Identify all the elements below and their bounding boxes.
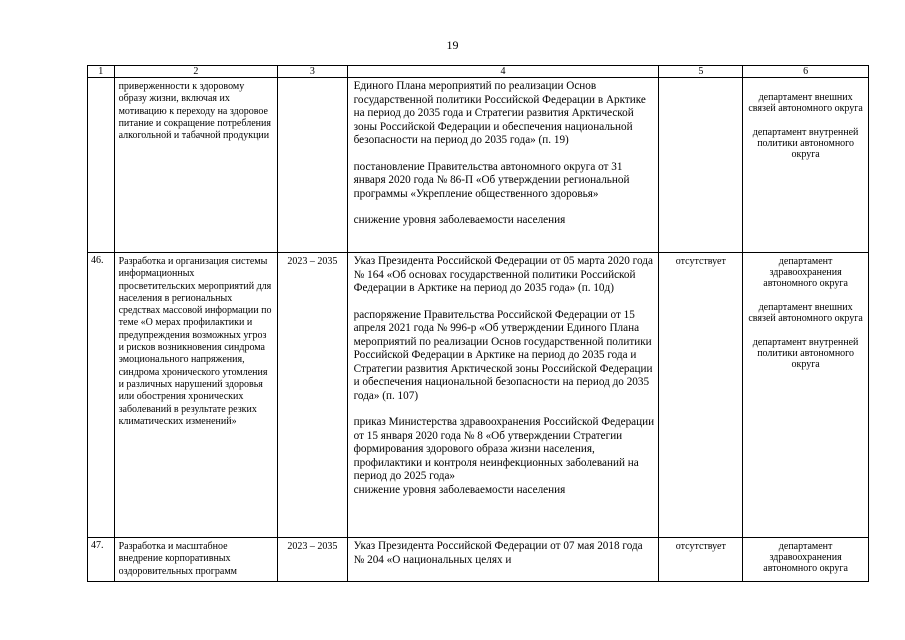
- basis-cell: [347, 538, 659, 582]
- basis-paragraph: распоряжение Правительства Российской Федерации от 15 апреля 2021 года № 996-р «Об утверждении Единого Плана мероприятий по реализации Основ государственной политики Российской Федерации в Арктике на период до 2035 года и Стратегии развития Арктической зоны Российской Федерации и обеспечения национальной безопасности на период до 2035 года» (п. 107): [353, 308, 653, 402]
- period-cell: 2023 – 2035: [278, 253, 348, 538]
- executor-item: департамент здравоохранения автономного округа: [763, 256, 848, 289]
- executor-item: департамент здравоохранения автономного округа: [763, 541, 848, 574]
- page-number: 19: [446, 38, 459, 52]
- basis-paragraph: приказ Министерства здравоохранения Российской Федерации от 15 января 2020 года № 8 «Об утверждении Стратегии формирования здорового образа жизни населения, профилактики и контроля неинфекционных заболеваний на период до 2025 года»: [353, 416, 655, 482]
- executors-cell: [743, 78, 869, 253]
- basis-paragraph: Единого Плана мероприятий по реализации Основ государственной политики Российской Федерации в Арктике на период до 2035 года и Стратегии развития Арктической зоны Российской Федерации и обеспечения национальной безопасности на период до 2035 года» (п. 19): [353, 80, 646, 146]
- measure-cell: Разработка и масштабное внедрение корпоративных оздоровительных программ: [114, 538, 278, 582]
- funding-cell: отсутствует: [659, 538, 743, 582]
- executor-item: департамент внутренней политики автономного округа: [752, 127, 859, 160]
- header-cell: 1: [88, 66, 115, 78]
- header-cell: 4: [347, 66, 659, 78]
- header-cell: 5: [659, 66, 743, 78]
- basis-cell: [347, 253, 659, 538]
- header-cell: 3: [278, 66, 348, 78]
- row-number: 47.: [88, 538, 115, 582]
- executor-item: департамент внутренней политики автономного округа: [752, 337, 859, 370]
- row-number: 46.: [88, 253, 115, 538]
- header-cell: 2: [114, 66, 278, 78]
- executor-item: департамент внешних связей автономного округа: [748, 92, 863, 114]
- table-row: [88, 538, 869, 582]
- funding-cell: отсутствует: [659, 253, 743, 538]
- executor-item: департамент внешних связей автономного округа: [748, 302, 863, 324]
- measure-cell: Разработка и организация системы информационных просветительских мероприятий для населения в региональных средствах массовой информации по теме «О мерах профилактики и предупреждения возможных угроз и рисков возникновения синдрома эмоционального напряжения, синдрома хронического утомления и различных нарушений здоровья или обострения хронических заболеваний в результате резких климатических изменений»: [114, 253, 278, 538]
- basis-result: снижение уровня заболеваемости населения: [353, 214, 566, 226]
- period-cell: 2023 – 2035: [278, 538, 348, 582]
- executors-cell: [743, 538, 869, 582]
- table-row: [88, 78, 869, 253]
- row-number: [88, 78, 115, 253]
- basis-cell: [347, 78, 659, 253]
- funding-cell: [659, 78, 743, 253]
- measure-cell: приверженности к здоровому образу жизни, включая их мотивацию к переходу на здоровое питание и сокращение потребления алкогольной и табачной продукции: [114, 78, 278, 253]
- header-cell: 6: [743, 66, 869, 78]
- table-row: [88, 253, 869, 538]
- basis-result: снижение уровня заболеваемости населения: [353, 483, 566, 496]
- basis-paragraph: Указ Президента Российской Федерации от 07 мая 2018 года № 204 «О национальных целях и: [353, 540, 643, 566]
- period-cell: [278, 78, 348, 253]
- measures-table: [87, 65, 869, 582]
- executors-cell: [743, 253, 869, 538]
- basis-paragraph: постановление Правительства автономного округа от 31 января 2020 года № 86-П «Об утверждении региональной программы «Укрепление общественного здоровья»: [353, 160, 630, 200]
- column-numbers-row: [88, 66, 869, 78]
- basis-paragraph: Указ Президента Российской Федерации от 05 марта 2020 года № 164 «Об основах государственной политики Российской Федерации в Арктике на период до 2035 года» (п. 10д): [353, 255, 653, 294]
